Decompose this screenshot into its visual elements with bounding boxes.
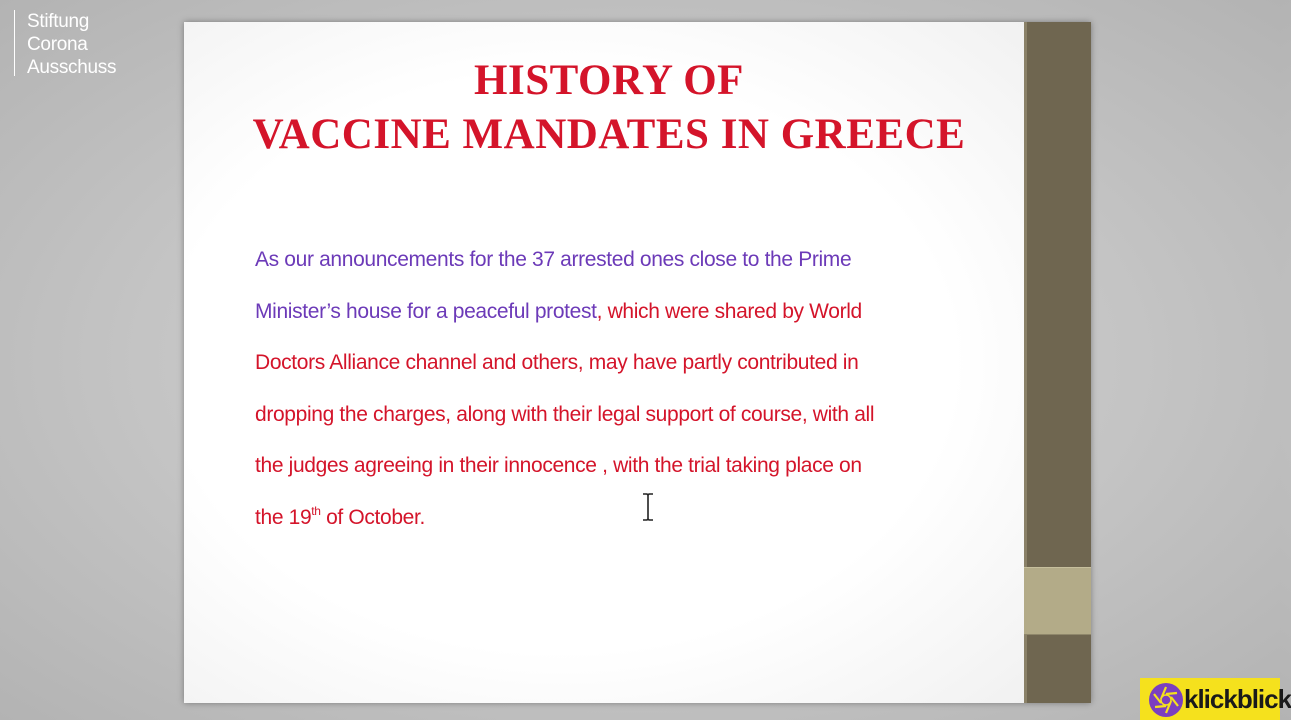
ordinal-suffix: th	[311, 503, 321, 518]
body-line-5: the judges agreeing in their innocence , with the trial taking place on	[255, 454, 862, 477]
i-beam-cursor-icon	[642, 493, 654, 521]
slide-body-text	[255, 234, 1015, 543]
watermark-line-corona: Corona	[27, 34, 88, 55]
side-bar-accent-block	[1024, 567, 1091, 635]
body-line-2-purple: Minister’s house for a peaceful protest	[255, 299, 597, 323]
presentation-slide	[184, 22, 1091, 703]
body-line-2-red: , which were shared by World	[596, 299, 862, 323]
body-line-3: Doctors Alliance channel and others, may have partly contributed in	[255, 351, 859, 374]
body-line-1: As our announcements for the 37 arrested ones close to the Prime	[255, 248, 852, 271]
slide-content-area	[184, 22, 1024, 703]
body-line-6-end: of October.	[320, 505, 425, 529]
slide-side-bar	[1024, 22, 1091, 703]
body-line-4: dropping the charges, along with their legal support of course, with all	[255, 402, 875, 426]
klickblick-logo	[1140, 678, 1291, 720]
body-line-2	[255, 286, 1015, 338]
slide-title-line-1: HISTORY OF	[474, 57, 744, 104]
body-line-6	[255, 492, 1015, 544]
logo-text: klickblick	[1184, 684, 1291, 714]
body-line-6-start: the 19	[255, 505, 312, 529]
slide-title-line-2: VACCINE MANDATES IN GREECE	[252, 111, 966, 158]
slide-title	[184, 54, 1034, 162]
watermark-line-ausschuss: Ausschuss	[27, 57, 117, 78]
camera-aperture-icon	[1148, 682, 1184, 718]
watermark-line-stiftung: Stiftung	[27, 11, 90, 32]
stiftung-corona-ausschuss-watermark	[14, 10, 116, 76]
